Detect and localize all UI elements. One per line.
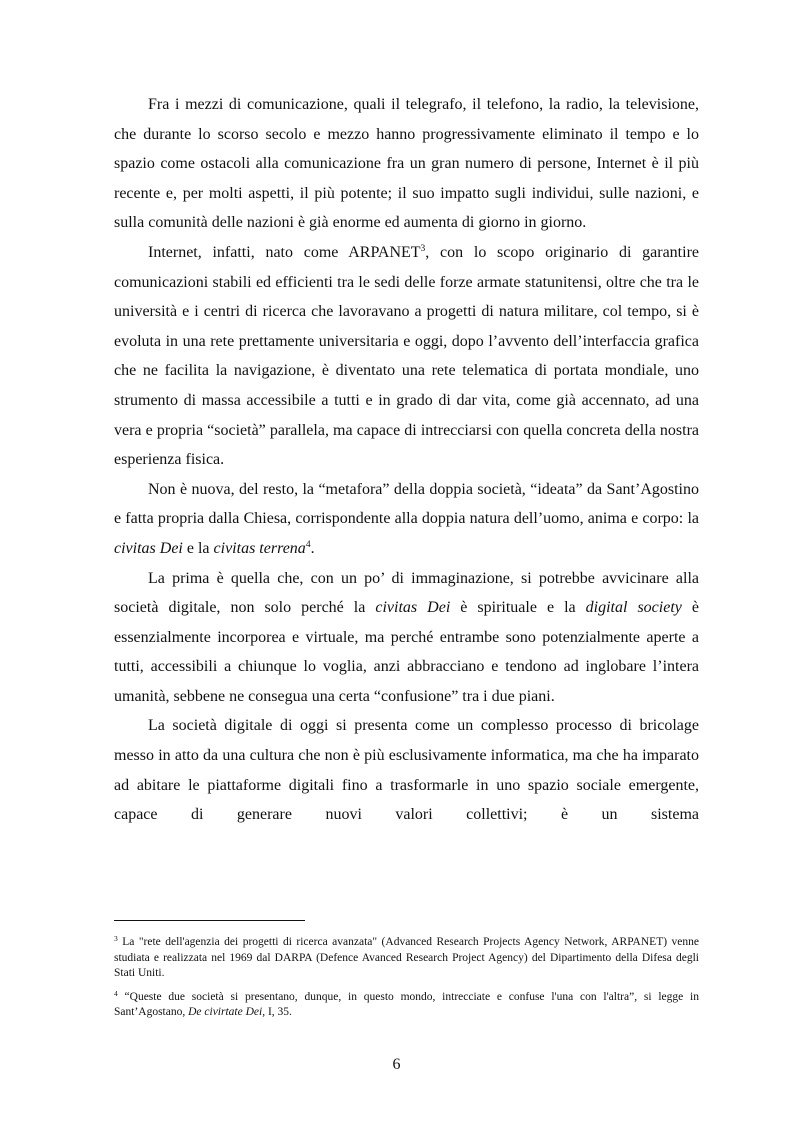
paragraph-4 <box>114 564 699 712</box>
footnote-3-number: 3 <box>114 934 118 943</box>
paragraph-1: Fra i mezzi di comunicazione, quali il telegrafo, il telefono, la radio, la televisione, che durante lo scorso secolo e mezzo hanno progressivamente eliminato il tempo e lo spazio come ostacoli alla comunicazione fra un gran numero di persone, Internet è il più recente e, per molti aspetti, il più potente; il suo impatto sugli individui, sulle nazioni, e sulla comunità delle nazioni è già enorme ed aumenta di giorno in giorno. <box>114 96 699 232</box>
paragraph-5: La società digitale di oggi si presenta come un complesso processo di bricolage messo in atto da una cultura che non è più esclusivamente informatica, ma che ha imparato ad abitare le piattaforme digitali fino a trasformarle in uno spazio sociale emergente, capace di generare nuovi valori collettivi; è un sistema <box>114 717 699 824</box>
footnote-4-number: 4 <box>114 988 118 998</box>
body-text <box>114 90 699 830</box>
paragraph-3-text-e: . <box>310 539 315 557</box>
footnote-ref-4: 4 <box>305 539 311 550</box>
paragraph-2-rest: , con lo scopo originario di garantire comunicazioni stabili ed efficienti tra le sedi delle forze armate statunitensi, oltre che tra le università e i centri di ricerca che lavoravano a progetti di natura militare, col tempo, si è evoluta in una rete prettamente universitaria e oggi, dopo l’avvento dell’interfaccia grafica che ne facilita la navigazione, è diventato una rete telematica di portata mondiale, uno strumento di massa accessibile a tutti e in grado di dar vita, come già accennato, ad una vera e propria “società” parallela, ma capace di intrecciarsi con quella concreta della nostra esperienza fisica. <box>114 243 699 469</box>
civitas-dei-italic-2: civitas Dei <box>375 599 451 617</box>
paragraph-3 <box>114 475 699 564</box>
paragraph-4-text-a: La prima è quella che, con un po’ di immaginazione, si potrebbe avvicinare alla società digitale, non solo perché la <box>114 569 699 617</box>
footnote-4 <box>114 990 699 1021</box>
digital-society-italic: digital society <box>585 599 682 617</box>
footnote-separator <box>114 920 305 921</box>
footnote-3 <box>114 935 699 982</box>
footnote-3-text: La "rete dell'agenzia dei progetti di ricerca avanzata" (Advanced Research Projects Agency Network, ARPANET) venne studiata e realizzata nel 1969 dal DARPA (Defence Avanced Research Project Agency) del Dipartimento della Difesa degli Stati Uniti. <box>114 936 699 980</box>
paragraph-3-text-a: Non è nuova, del resto, la “metafora” della doppia società, “ideata” da Sant’Agostino e fatta propria dalla Chiesa, corrispondente alla doppia natura dell’uomo, anima e corpo: la <box>114 480 699 528</box>
paragraph-3-text-c: e la <box>182 539 214 557</box>
footnote-4-title-italic: De civirtate Dei <box>188 1006 263 1019</box>
paragraph-2 <box>114 238 699 475</box>
footnote-4-text-a: “Queste due società si presentano, dunque, in questo mondo, intrecciate e confuse l'una con l'altra”, si legge in Sant’Agostano, <box>114 990 699 1019</box>
footnote-4-text-c: , I, 35. <box>262 1006 292 1019</box>
paragraph-4-text-e: è essenzialmente incorporea e virtuale, ma perché entrambe sono potenzialmente aperte a tutti, accessibili a chiunque lo voglia, anzi abbracciano e tendono ad inglobare l’intera umanità, sebbene ne consegua una certa “confusione” tra i due piani. <box>114 599 700 705</box>
footnote-ref-3: 3 <box>420 243 426 254</box>
civitas-terrena-italic: civitas terrena <box>213 539 306 557</box>
paragraph-4-text-c: è spirituale e la <box>450 599 586 617</box>
paragraph-2-start: Internet, infatti, nato come ARPANET <box>148 243 421 261</box>
civitas-dei-italic: civitas Dei <box>114 539 183 557</box>
footnotes <box>114 935 699 1029</box>
page-number: 6 <box>392 1056 401 1073</box>
